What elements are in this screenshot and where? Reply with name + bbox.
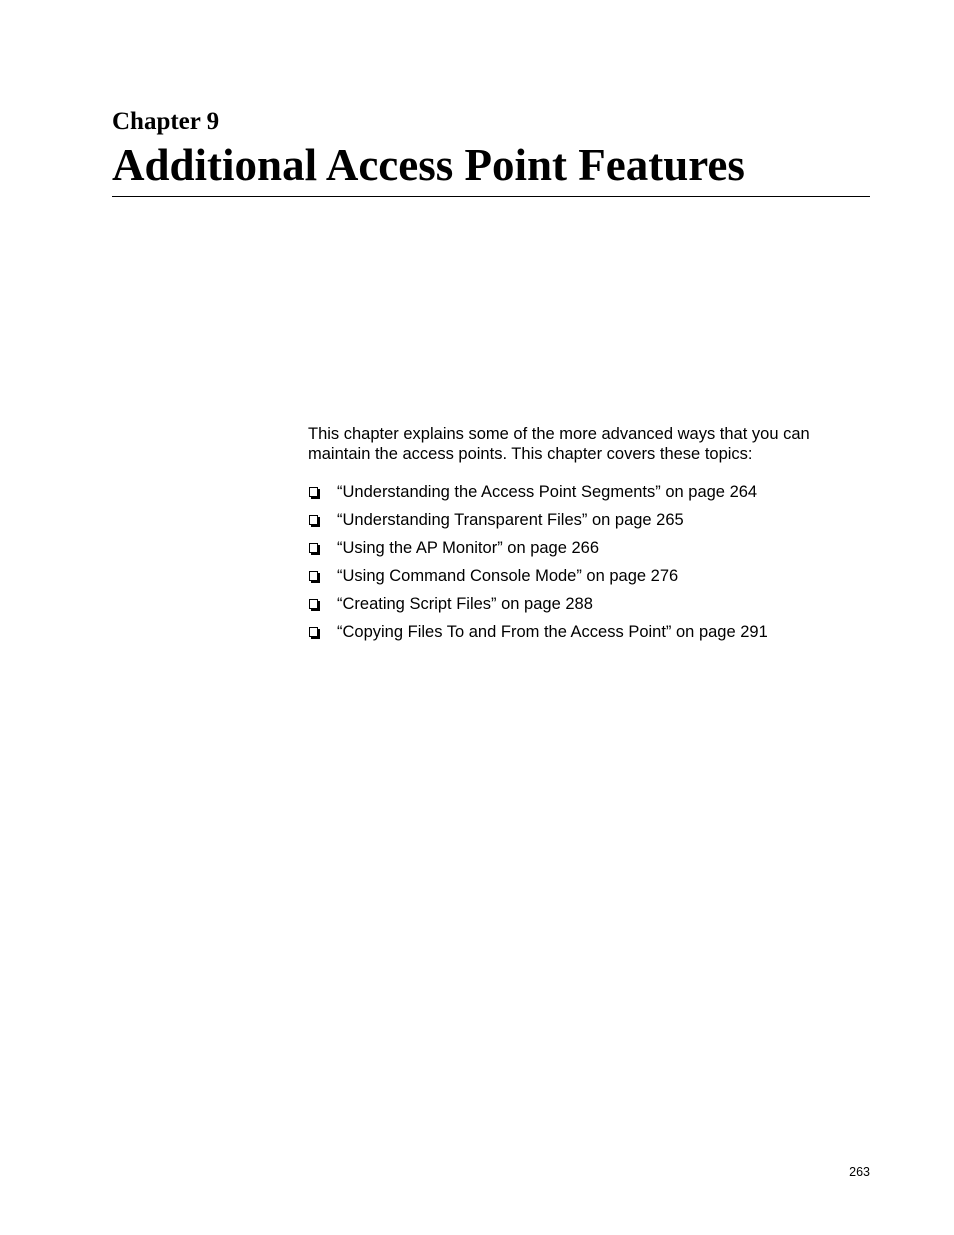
checkbox-icon bbox=[309, 627, 318, 637]
checkbox-icon bbox=[309, 487, 318, 497]
intro-paragraph: This chapter explains some of the more advanced ways that you can maintain the access points. This chapter covers these topics: bbox=[308, 425, 810, 463]
page-number: 263 bbox=[849, 1165, 870, 1179]
title-divider bbox=[112, 196, 870, 197]
topic-link-text: “Using Command Console Mode” on page 276 bbox=[337, 567, 679, 585]
checkbox-icon bbox=[309, 543, 318, 553]
checkbox-icon bbox=[309, 571, 318, 581]
chapter-title: Additional Access Point Features bbox=[112, 140, 745, 190]
list-item bbox=[308, 510, 768, 538]
list-item bbox=[308, 482, 768, 510]
list-item bbox=[308, 622, 768, 650]
checkbox-icon bbox=[309, 599, 318, 609]
checkbox-icon bbox=[309, 515, 318, 525]
chapter-label: Chapter 9 bbox=[112, 108, 220, 135]
topic-link-text: “Understanding the Access Point Segments” on page 264 bbox=[337, 483, 758, 501]
topic-link-text: “Creating Script Files” on page 288 bbox=[337, 595, 593, 613]
topic-list bbox=[308, 482, 768, 650]
topic-link-text: “Using the AP Monitor” on page 266 bbox=[337, 539, 600, 557]
topic-link-text: “Understanding Transparent Files” on page 265 bbox=[337, 511, 684, 529]
list-item bbox=[308, 566, 768, 594]
list-item bbox=[308, 594, 768, 622]
topic-link-text: “Copying Files To and From the Access Point” on page 291 bbox=[337, 623, 768, 641]
list-item bbox=[308, 538, 768, 566]
